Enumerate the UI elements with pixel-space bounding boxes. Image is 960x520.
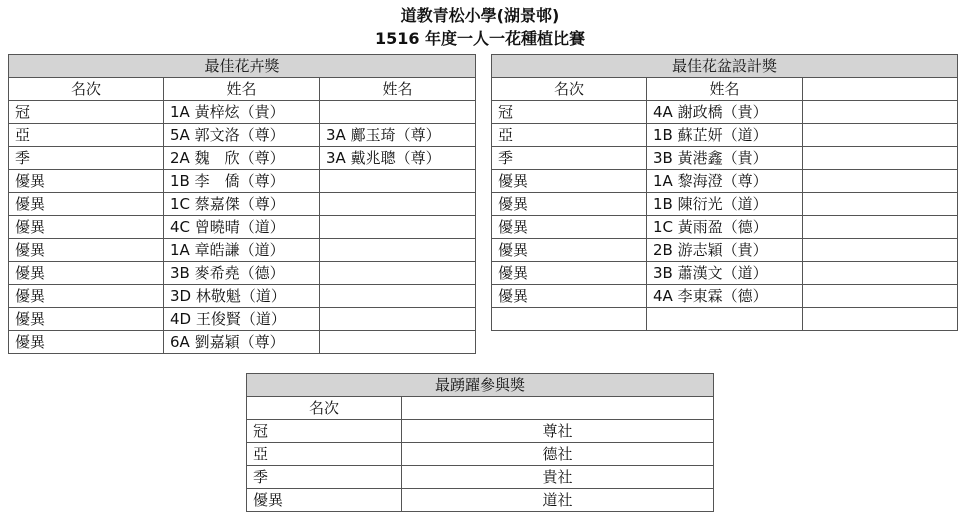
empty-cell bbox=[803, 193, 958, 216]
column-header-name: 姓名 bbox=[164, 78, 320, 101]
name-cell-2: 3A 戴兆聰（尊） bbox=[320, 147, 476, 170]
rank-cell: 優異 bbox=[492, 216, 647, 239]
most-active-participation-award-table bbox=[246, 373, 714, 512]
column-header-rank: 名次 bbox=[9, 78, 164, 101]
house-cell: 尊社 bbox=[402, 420, 714, 443]
name-cell-2 bbox=[320, 193, 476, 216]
table-row bbox=[9, 101, 476, 124]
rank-cell: 優異 bbox=[9, 239, 164, 262]
event-title: 1516 年度一人一花種植比賽 bbox=[374, 29, 586, 48]
name-cell: 3B 黃港鑫（貴） bbox=[647, 147, 803, 170]
table-row bbox=[247, 420, 714, 443]
empty-cell bbox=[647, 308, 803, 331]
rank-cell: 優異 bbox=[9, 216, 164, 239]
name-cell: 3B 蕭漢文（道） bbox=[647, 262, 803, 285]
name-cell: 3B 麥希堯（德） bbox=[164, 262, 320, 285]
rank-cell: 亞 bbox=[492, 124, 647, 147]
rank-cell: 優異 bbox=[492, 262, 647, 285]
empty-cell bbox=[803, 239, 958, 262]
table-row bbox=[9, 285, 476, 308]
name-cell: 6A 劉嘉穎（尊） bbox=[164, 331, 320, 354]
table-row bbox=[9, 308, 476, 331]
name-cell-2 bbox=[320, 101, 476, 124]
rank-cell: 亞 bbox=[247, 443, 402, 466]
table-row bbox=[492, 216, 958, 239]
empty-cell bbox=[402, 397, 714, 420]
name-cell-2 bbox=[320, 216, 476, 239]
best-pot-design-award-table bbox=[491, 54, 958, 331]
rank-cell: 亞 bbox=[9, 124, 164, 147]
table-row bbox=[492, 262, 958, 285]
name-cell: 1C 黃雨盈（德） bbox=[647, 216, 803, 239]
table-row bbox=[9, 331, 476, 354]
name-cell: 1B 陳衍光（道） bbox=[647, 193, 803, 216]
name-cell-2 bbox=[320, 262, 476, 285]
name-cell-2 bbox=[320, 285, 476, 308]
house-cell: 道社 bbox=[402, 489, 714, 512]
name-cell: 1C 蔡嘉傑（尊） bbox=[164, 193, 320, 216]
table-row bbox=[492, 101, 958, 124]
rank-cell: 冠 bbox=[247, 420, 402, 443]
name-cell-2 bbox=[320, 308, 476, 331]
column-header-rank: 名次 bbox=[492, 78, 647, 101]
rank-cell: 季 bbox=[9, 147, 164, 170]
rank-cell: 優異 bbox=[9, 285, 164, 308]
table-row bbox=[9, 239, 476, 262]
name-cell: 2A 魏 欣（尊） bbox=[164, 147, 320, 170]
name-cell: 5A 郭文洛（尊） bbox=[164, 124, 320, 147]
name-cell-2 bbox=[320, 170, 476, 193]
name-cell: 1B 蘇芷妍（道） bbox=[647, 124, 803, 147]
rank-cell: 季 bbox=[247, 466, 402, 489]
empty-cell bbox=[803, 124, 958, 147]
empty-cell bbox=[492, 308, 647, 331]
name-cell: 2B 游志穎（貴） bbox=[647, 239, 803, 262]
rank-cell: 優異 bbox=[9, 193, 164, 216]
name-cell: 1B 李 僑（尊） bbox=[164, 170, 320, 193]
house-cell: 貴社 bbox=[402, 466, 714, 489]
empty-cell bbox=[803, 147, 958, 170]
name-cell-2 bbox=[320, 239, 476, 262]
table-row bbox=[9, 124, 476, 147]
name-cell-2 bbox=[320, 331, 476, 354]
rank-cell: 優異 bbox=[9, 170, 164, 193]
table-row bbox=[492, 147, 958, 170]
rank-cell: 優異 bbox=[492, 170, 647, 193]
empty-cell bbox=[803, 285, 958, 308]
rank-cell: 冠 bbox=[492, 101, 647, 124]
table-caption: 最踴躍參與獎 bbox=[247, 374, 714, 397]
house-cell: 德社 bbox=[402, 443, 714, 466]
table-row bbox=[9, 147, 476, 170]
name-cell: 1A 章皓謙（道） bbox=[164, 239, 320, 262]
column-header-name: 姓名 bbox=[647, 78, 803, 101]
empty-cell bbox=[803, 308, 958, 331]
name-cell: 1A 黎海澄（尊） bbox=[647, 170, 803, 193]
name-cell: 4A 李東霖（德） bbox=[647, 285, 803, 308]
table-row bbox=[247, 443, 714, 466]
rank-cell: 冠 bbox=[9, 101, 164, 124]
table-row bbox=[247, 489, 714, 512]
rank-cell: 優異 bbox=[492, 285, 647, 308]
rank-cell: 優異 bbox=[492, 193, 647, 216]
rank-cell: 優異 bbox=[9, 331, 164, 354]
table-row bbox=[9, 193, 476, 216]
column-header-rank: 名次 bbox=[247, 397, 402, 420]
table-row bbox=[492, 170, 958, 193]
name-cell: 4C 曾曉晴（道） bbox=[164, 216, 320, 239]
table-row bbox=[492, 193, 958, 216]
name-cell: 3D 林敬魁（道） bbox=[164, 285, 320, 308]
school-title: 道教青松小學(湖景邨) bbox=[400, 6, 560, 25]
table-row bbox=[247, 466, 714, 489]
name-cell-2: 3A 鄺玉琦（尊） bbox=[320, 124, 476, 147]
rank-cell: 優異 bbox=[492, 239, 647, 262]
name-cell: 4A 謝政橋（貴） bbox=[647, 101, 803, 124]
table-row bbox=[492, 285, 958, 308]
table-row bbox=[9, 216, 476, 239]
table-row bbox=[9, 170, 476, 193]
table-caption: 最佳花卉獎 bbox=[9, 55, 476, 78]
name-cell: 1A 黃梓炫（貴） bbox=[164, 101, 320, 124]
empty-cell bbox=[803, 78, 958, 101]
rank-cell: 優異 bbox=[9, 262, 164, 285]
rank-cell: 優異 bbox=[247, 489, 402, 512]
empty-cell bbox=[803, 262, 958, 285]
rank-cell: 季 bbox=[492, 147, 647, 170]
table-row-empty bbox=[492, 308, 958, 331]
rank-cell: 優異 bbox=[9, 308, 164, 331]
empty-cell bbox=[803, 101, 958, 124]
name-cell: 4D 王俊賢（道） bbox=[164, 308, 320, 331]
best-flower-award-table bbox=[8, 54, 476, 354]
table-caption: 最佳花盆設計獎 bbox=[492, 55, 958, 78]
table-row bbox=[492, 124, 958, 147]
table-row bbox=[492, 239, 958, 262]
empty-cell bbox=[803, 170, 958, 193]
table-row bbox=[9, 262, 476, 285]
empty-cell bbox=[803, 216, 958, 239]
column-header-name-2: 姓名 bbox=[320, 78, 476, 101]
